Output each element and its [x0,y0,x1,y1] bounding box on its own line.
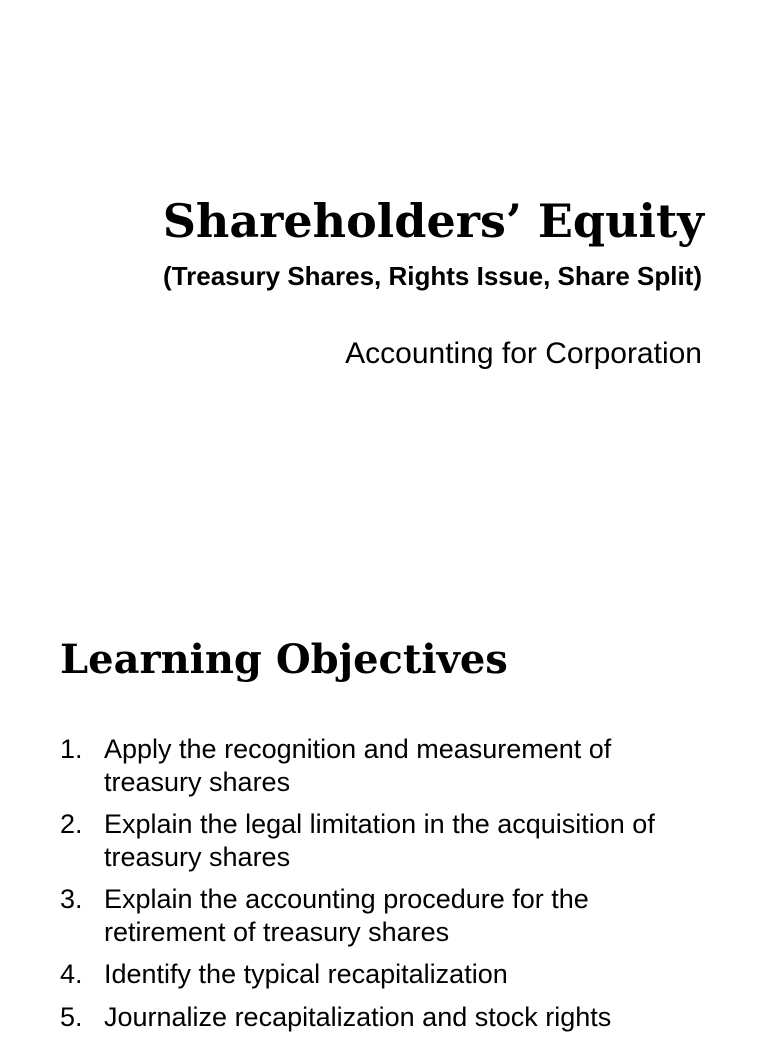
course-name: Accounting for Corporation [345,337,702,370]
list-item-text: Apply the recognition and measurement of treasury shares [104,734,612,797]
list-item [60,1001,700,1034]
list-item [60,958,700,991]
list-item-number: 1. [60,734,83,764]
list-item-text: Journalize recapitalization and stock rights [104,1001,612,1032]
list-item-number: 2. [60,809,83,839]
list-item-number: 3. [60,884,83,914]
learning-objectives-slide [0,560,768,1032]
section-heading: Learning Objectives [60,636,508,683]
list-item [60,733,700,798]
document-title: Shareholders’ Equity [162,194,704,248]
document-subtitle: (Treasury Shares, Rights Issue, Share Split) [163,261,702,291]
list-item-number: 5. [60,1001,83,1032]
list-item-text: Explain the accounting procedure for the retirement of treasury shares [104,884,589,947]
list-item [60,808,700,873]
list-item-text: Identify the typical recapitalization [104,959,508,989]
objectives-list [60,733,700,1043]
list-item [60,883,700,948]
list-item-number: 4. [60,959,83,989]
list-item-text: Explain the legal limitation in the acquisition of treasury shares [104,809,655,872]
title-slide [0,0,768,490]
